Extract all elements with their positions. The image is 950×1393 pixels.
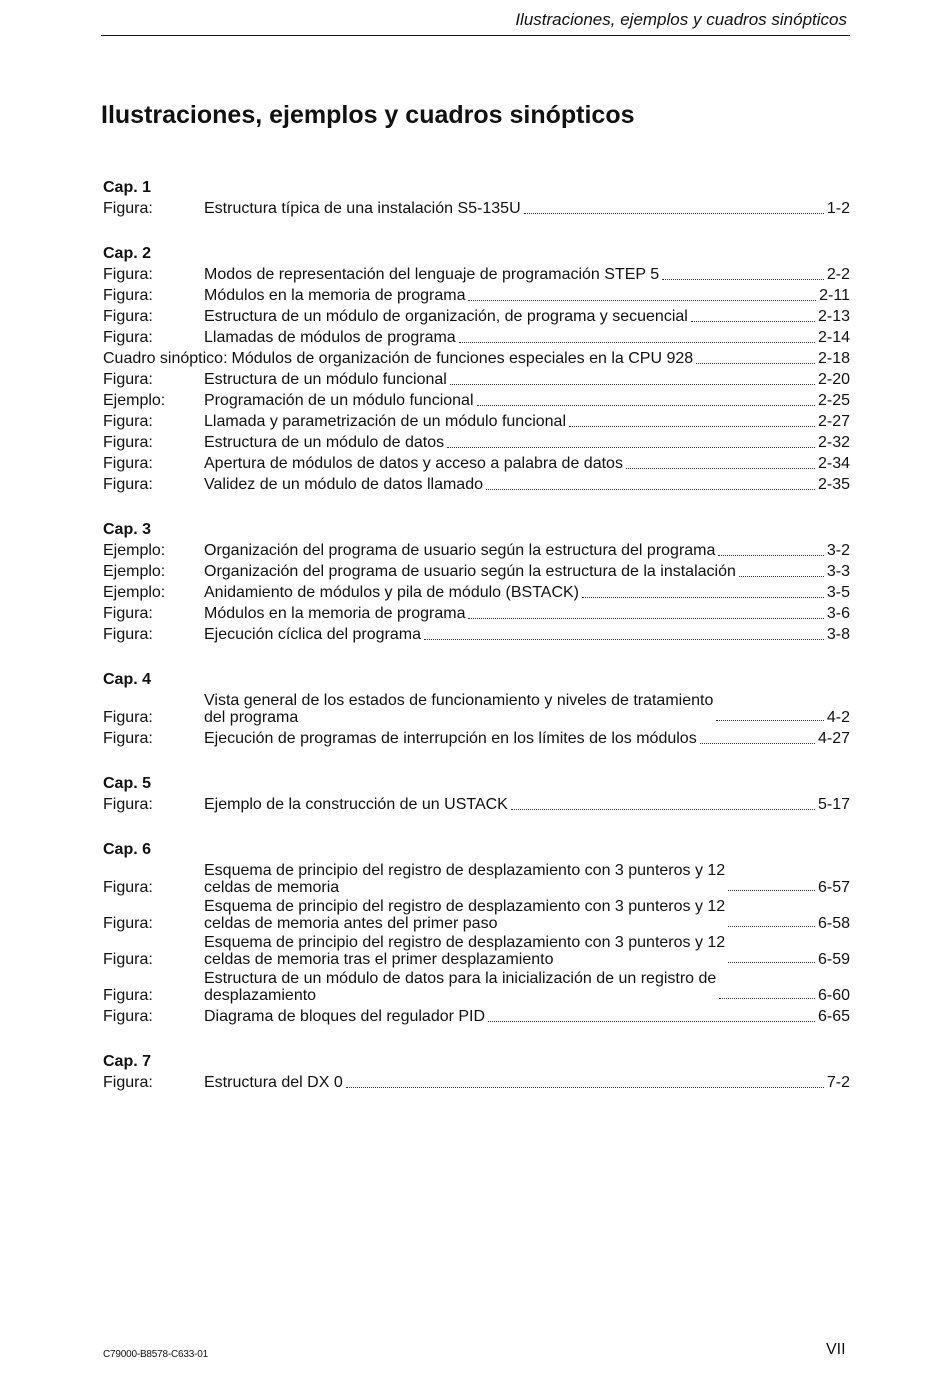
- toc-entry: [103, 390, 850, 411]
- entry-title: [204, 1006, 485, 1027]
- entry-page-number: 2-18: [817, 350, 850, 367]
- dot-leader: [468, 300, 816, 301]
- entry-page-number: 2-11: [819, 287, 850, 304]
- dot-leader: [477, 405, 815, 406]
- entry-kind: Figura:: [103, 605, 153, 622]
- entry-kind: Figura:: [103, 987, 153, 1004]
- entry-title: [204, 411, 566, 432]
- entry-title-text: Ejecución de programas de interrupción en los límites de los módulos: [204, 730, 697, 747]
- entry-description: [204, 540, 850, 561]
- toc-entry: [103, 624, 850, 645]
- entry-title-text: Estructura del DX 0: [204, 1074, 343, 1091]
- entry-kind: Figura:: [103, 626, 153, 643]
- toc-entry: [103, 306, 850, 327]
- toc-entry: [103, 411, 850, 432]
- entry-kind: Figura:: [103, 951, 153, 968]
- entry-title: [204, 934, 725, 968]
- chapter-heading: Cap. 2: [103, 245, 152, 262]
- dot-leader: [739, 576, 824, 577]
- entry-kind: Figura:: [103, 1008, 153, 1025]
- dot-leader: [447, 447, 815, 448]
- toc-entry: [103, 369, 850, 390]
- entry-page-number: 6-60: [817, 987, 850, 1004]
- entry-page-number: 2-34: [817, 455, 850, 472]
- entry-description: [204, 862, 850, 896]
- entry-kind: Figura:: [103, 709, 153, 726]
- entry-title: [204, 264, 659, 285]
- entry-description: [204, 306, 850, 327]
- dot-leader: [424, 639, 824, 640]
- entry-kind: Figura:: [103, 730, 153, 747]
- entry-title-text: Ejemplo de la construcción de un USTACK: [204, 796, 508, 813]
- entry-description: [232, 348, 850, 369]
- toc-entry: [103, 970, 850, 1004]
- entry-page-number: 7-2: [826, 1074, 850, 1091]
- toc-entry: [103, 540, 850, 561]
- entry-title-text: Estructura típica de una instalación S5-135U: [204, 200, 521, 217]
- entry-kind: Figura:: [103, 1074, 153, 1091]
- entry-kind: Cuadro sinóptico:: [103, 350, 228, 367]
- header-rule: [101, 35, 850, 36]
- entry-title: [204, 582, 579, 603]
- entry-kind: Ejemplo:: [103, 542, 166, 559]
- entry-description: [204, 970, 850, 1004]
- dot-leader: [459, 342, 815, 343]
- entry-title-line1: Esquema de principio del registro de desplazamiento con 3 punteros y 12: [204, 862, 726, 879]
- entry-page-number: 4-27: [817, 730, 850, 747]
- chapter-section: [103, 519, 850, 645]
- page-title: Ilustraciones, ejemplos y cuadros sinópticos: [101, 101, 635, 129]
- toc-entry: [103, 285, 850, 306]
- entry-description: [204, 561, 850, 582]
- entry-title: [204, 603, 465, 624]
- entry-kind: Figura:: [103, 371, 153, 388]
- dot-leader: [716, 720, 824, 721]
- entry-description: [204, 582, 850, 603]
- entry-title-text: celdas de memoria tras el primer desplazamiento: [204, 951, 554, 968]
- entry-page-number: 6-57: [817, 879, 850, 896]
- chapter-heading: Cap. 7: [103, 1053, 152, 1070]
- entry-title: [204, 561, 736, 582]
- entry-description: [204, 624, 850, 645]
- entry-title: [204, 327, 456, 348]
- entry-title-text: del programa: [204, 709, 299, 726]
- entry-description: [204, 369, 850, 390]
- entry-description: [204, 198, 850, 219]
- entry-page-number: 6-58: [817, 915, 850, 932]
- entry-page-number: 4-2: [826, 709, 850, 726]
- entry-title-text: Validez de un módulo de datos llamado: [204, 476, 483, 493]
- entry-title: [204, 862, 725, 896]
- entry-kind: Figura:: [103, 915, 153, 932]
- chapter-heading: Cap. 5: [103, 775, 152, 792]
- entry-kind: Figura:: [103, 308, 153, 325]
- dot-leader: [719, 998, 815, 999]
- entry-title-text: Módulos en la memoria de programa: [204, 605, 466, 622]
- toc-entry: [103, 582, 850, 603]
- dot-leader: [582, 597, 824, 598]
- entry-description: [204, 285, 850, 306]
- dot-leader: [626, 468, 815, 469]
- chapter-heading: Cap. 1: [103, 179, 152, 196]
- dot-leader: [696, 363, 815, 364]
- chapter-section: [103, 669, 850, 749]
- toc-entry: [103, 1006, 850, 1027]
- toc-entry: [103, 862, 850, 896]
- dot-leader: [728, 962, 815, 963]
- toc-entry: [103, 692, 850, 726]
- entry-description: [204, 453, 850, 474]
- entry-title: [204, 474, 483, 495]
- entry-page-number: 3-2: [826, 542, 850, 559]
- dot-leader: [691, 321, 815, 322]
- entry-page-number: 2-14: [817, 329, 850, 346]
- entry-title-text: Organización del programa de usuario según la estructura de la instalación: [204, 563, 736, 580]
- dot-leader: [488, 1021, 815, 1022]
- entry-kind: Figura:: [103, 455, 153, 472]
- dot-leader: [728, 890, 815, 891]
- entry-title: [204, 540, 715, 561]
- entry-description: [204, 728, 850, 749]
- table-of-figures: [103, 177, 850, 1117]
- entry-title: [204, 285, 465, 306]
- entry-page-number: 2-27: [817, 413, 850, 430]
- entry-title-line1: Esquema de principio del registro de desplazamiento con 3 punteros y 12: [204, 898, 726, 915]
- entry-title: [204, 728, 697, 749]
- dot-leader: [511, 809, 815, 810]
- chapter-section: [103, 177, 850, 219]
- toc-entry: [103, 327, 850, 348]
- document-code: C79000-B8578-C633-01: [103, 1349, 208, 1360]
- entry-page-number: 2-13: [817, 308, 850, 325]
- entry-page-number: 6-59: [817, 951, 850, 968]
- entry-description: [204, 432, 850, 453]
- entry-title-line1: Vista general de los estados de funcionamiento y niveles de tratamiento: [204, 692, 714, 709]
- entry-page-number: 3-6: [826, 605, 850, 622]
- entry-page-number: 3-3: [826, 563, 850, 580]
- entry-kind: Ejemplo:: [103, 584, 166, 601]
- entry-page-number: 2-25: [817, 392, 850, 409]
- entry-title-text: Módulos en la memoria de programa: [204, 287, 466, 304]
- entry-title-text: Organización del programa de usuario según la estructura del programa: [204, 542, 716, 559]
- entry-description: [204, 898, 850, 932]
- entry-title-text: Anidamiento de módulos y pila de módulo (BSTACK): [204, 584, 579, 601]
- dot-leader: [486, 489, 815, 490]
- toc-entry: [103, 453, 850, 474]
- chapter-heading: Cap. 4: [103, 671, 152, 688]
- dot-leader: [450, 384, 815, 385]
- entry-title-text: Programación de un módulo funcional: [204, 392, 474, 409]
- entry-title-text: Llamadas de módulos de programa: [204, 329, 456, 346]
- chapter-section: [103, 773, 850, 815]
- running-header: Ilustraciones, ejemplos y cuadros sinópticos: [515, 10, 847, 29]
- entry-title-text: celdas de memoria antes del primer paso: [204, 915, 498, 932]
- toc-entry: [103, 728, 850, 749]
- chapter-heading: Cap. 6: [103, 841, 152, 858]
- entry-title-line1: Estructura de un módulo de datos para la inicialización de un registro de: [204, 970, 717, 987]
- page-number: VII: [826, 1341, 846, 1358]
- toc-entry: [103, 474, 850, 495]
- entry-title-text: Llamada y parametrización de un módulo funcional: [204, 413, 566, 430]
- toc-entry: [103, 561, 850, 582]
- entry-title: [204, 306, 688, 327]
- entry-kind: Figura:: [103, 879, 153, 896]
- entry-title-line1: Esquema de principio del registro de desplazamiento con 3 punteros y 12: [204, 934, 726, 951]
- entry-title-text: Módulos de organización de funciones especiales en la CPU 928: [231, 350, 694, 367]
- entry-description: [204, 411, 850, 432]
- entry-kind: Figura:: [103, 200, 153, 217]
- entry-title: [204, 692, 713, 726]
- entry-kind: Figura:: [103, 266, 153, 283]
- chapter-section: [103, 243, 850, 495]
- entry-title-text: desplazamiento: [204, 987, 317, 1004]
- entry-title-text: Apertura de módulos de datos y acceso a palabra de datos: [204, 455, 623, 472]
- toc-entry: [103, 264, 850, 285]
- entry-description: [204, 794, 850, 815]
- entry-title: [204, 970, 716, 1004]
- entry-title: [204, 369, 447, 390]
- chapter-section: [103, 839, 850, 1027]
- toc-entry: [103, 432, 850, 453]
- dot-leader: [346, 1087, 824, 1088]
- dot-leader: [718, 555, 823, 556]
- entry-kind: Figura:: [103, 287, 153, 304]
- entry-description: [204, 474, 850, 495]
- entry-kind: Figura:: [103, 796, 153, 813]
- entry-kind: Figura:: [103, 413, 153, 430]
- entry-title-text: Estructura de un módulo de organización, de programa y secuencial: [204, 308, 688, 325]
- dot-leader: [662, 279, 824, 280]
- entry-title-text: Estructura de un módulo de datos: [204, 434, 445, 451]
- toc-entry: [103, 934, 850, 968]
- entry-page-number: 2-35: [817, 476, 850, 493]
- entry-page-number: 2-32: [817, 434, 850, 451]
- entry-kind: Ejemplo:: [103, 563, 166, 580]
- entry-title-text: Estructura de un módulo funcional: [204, 371, 447, 388]
- toc-entry: [103, 898, 850, 932]
- entry-description: [204, 327, 850, 348]
- entry-description: [204, 603, 850, 624]
- entry-title: [204, 1072, 343, 1093]
- entry-kind: Figura:: [103, 434, 153, 451]
- dot-leader: [700, 743, 815, 744]
- entry-page-number: 2-2: [826, 266, 850, 283]
- entry-page-number: 6-65: [817, 1008, 850, 1025]
- entry-title: [204, 898, 725, 932]
- entry-description: [204, 1072, 850, 1093]
- entry-title-text: Diagrama de bloques del regulador PID: [204, 1008, 486, 1025]
- dot-leader: [524, 213, 824, 214]
- dot-leader: [728, 926, 815, 927]
- toc-entry: [103, 794, 850, 815]
- entry-kind: Ejemplo:: [103, 392, 166, 409]
- entry-title: [204, 198, 521, 219]
- entry-page-number: 1-2: [826, 200, 850, 217]
- entry-title-text: Ejecución cíclica del programa: [204, 626, 421, 643]
- dot-leader: [468, 618, 823, 619]
- entry-title: [204, 432, 444, 453]
- entry-description: [204, 1006, 850, 1027]
- toc-entry: [103, 603, 850, 624]
- entry-kind: Figura:: [103, 329, 153, 346]
- entry-page-number: 3-8: [826, 626, 850, 643]
- entry-page-number: 5-17: [817, 796, 850, 813]
- chapter-section: [103, 1051, 850, 1093]
- chapter-heading: Cap. 3: [103, 521, 152, 538]
- entry-title: [204, 794, 508, 815]
- entry-page-number: 3-5: [826, 584, 850, 601]
- entry-description: [204, 264, 850, 285]
- entry-page-number: 2-20: [817, 371, 850, 388]
- toc-entry: [103, 198, 850, 219]
- dot-leader: [569, 426, 815, 427]
- entry-title: [204, 390, 474, 411]
- entry-title-text: celdas de memoria: [204, 879, 340, 896]
- entry-title: [232, 348, 694, 369]
- toc-entry: [103, 348, 850, 369]
- entry-description: [204, 692, 850, 726]
- entry-kind: Figura:: [103, 476, 153, 493]
- entry-title: [204, 624, 421, 645]
- entry-title: [204, 453, 623, 474]
- entry-description: [204, 390, 850, 411]
- entry-description: [204, 934, 850, 968]
- entry-title-text: Modos de representación del lenguaje de programación STEP 5: [204, 266, 660, 283]
- toc-entry: [103, 1072, 850, 1093]
